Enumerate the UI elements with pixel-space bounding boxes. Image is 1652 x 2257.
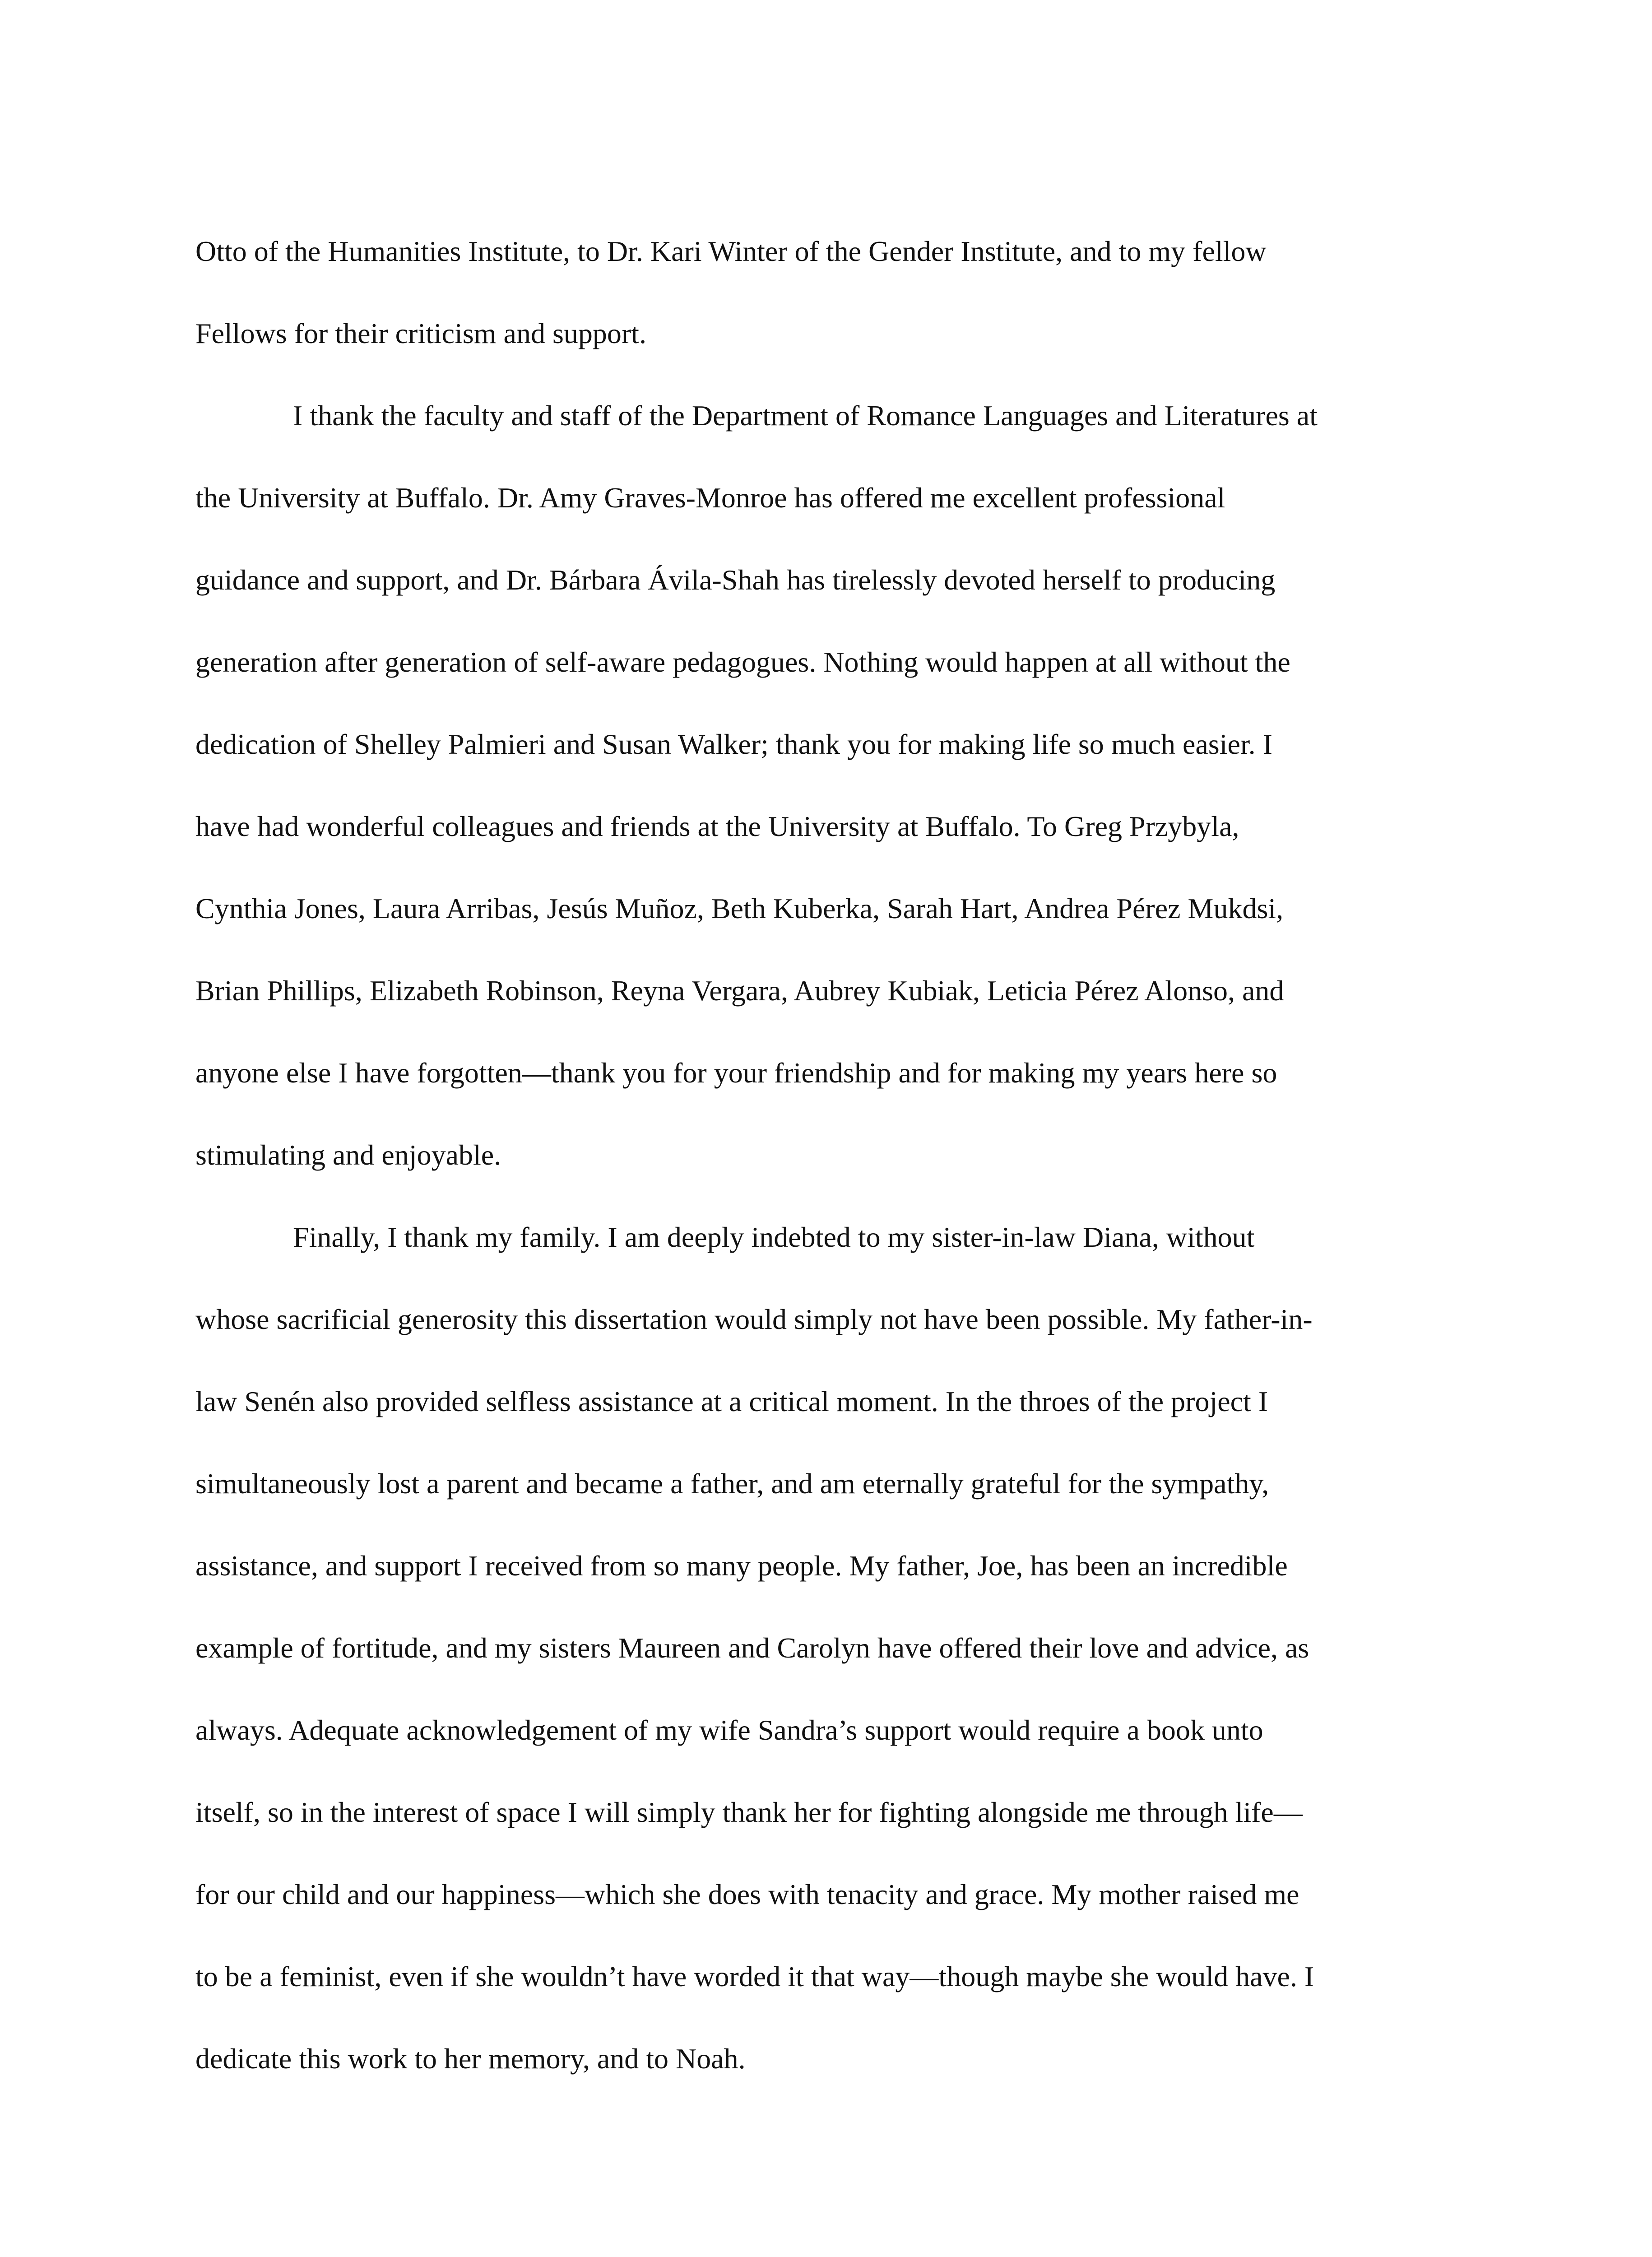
text-line: guidance and support, and Dr. Bárbara Ávila-Shah has tirelessly devoted herself to producing: [195, 564, 1276, 596]
paragraph-start-line: I thank the faculty and staff of the Department of Romance Languages and Literatures at: [293, 399, 1318, 432]
text-line: anyone else I have forgotten—thank you for your friendship and for making my years here so: [195, 1057, 1277, 1089]
text-line: the University at Buffalo. Dr. Amy Graves-Monroe has offered me excellent professional: [195, 482, 1225, 514]
text-line: dedication of Shelley Palmieri and Susan Walker; thank you for making life so much easier. I: [195, 728, 1272, 760]
text-line: generation after generation of self-aware pedagogues. Nothing would happen at all without the: [195, 646, 1290, 678]
text-line: Fellows for their criticism and support.: [195, 317, 646, 349]
text-line: for our child and our happiness—which she does with tenacity and grace. My mother raised me: [195, 1878, 1299, 1910]
paragraph-start-line: Finally, I thank my family. I am deeply indebted to my sister-in-law Diana, without: [293, 1221, 1255, 1253]
text-line: have had wonderful colleagues and friends at the University at Buffalo. To Greg Przybyla,: [195, 810, 1239, 842]
text-line: itself, so in the interest of space I will simply thank her for fighting alongside me through life—: [195, 1796, 1303, 1828]
text-line: law Senén also provided selfless assistance at a critical moment. In the throes of the project I: [195, 1385, 1268, 1417]
text-line: Brian Phillips, Elizabeth Robinson, Reyna Vergara, Aubrey Kubiak, Leticia Pérez Alonso, and: [195, 975, 1284, 1007]
text-line: dedicate this work to her memory, and to Noah.: [195, 2043, 746, 2075]
text-line: example of fortitude, and my sisters Maureen and Carolyn have offered their love and advice, as: [195, 1632, 1309, 1664]
text-line: simultaneously lost a parent and became a father, and am eternally grateful for the sympathy,: [195, 1468, 1269, 1500]
text-line: stimulating and enjoyable.: [195, 1139, 501, 1171]
text-line: to be a feminist, even if she wouldn’t have worded it that way—though maybe she would have. I: [195, 1960, 1314, 1992]
text-line: whose sacrificial generosity this dissertation would simply not have been possible. My father-in-: [195, 1303, 1313, 1335]
text-line: Otto of the Humanities Institute, to Dr. Kari Winter of the Gender Institute, and to my fellow: [195, 235, 1267, 267]
text-line: always. Adequate acknowledgement of my wife Sandra’s support would require a book unto: [195, 1714, 1263, 1746]
acknowledgements-text: [195, 210, 1459, 2100]
text-line: assistance, and support I received from so many people. My father, Joe, has been an incredible: [195, 1550, 1288, 1582]
text-line: Cynthia Jones, Laura Arribas, Jesús Muñoz, Beth Kuberka, Sarah Hart, Andrea Pérez Mukdsi,: [195, 892, 1284, 924]
